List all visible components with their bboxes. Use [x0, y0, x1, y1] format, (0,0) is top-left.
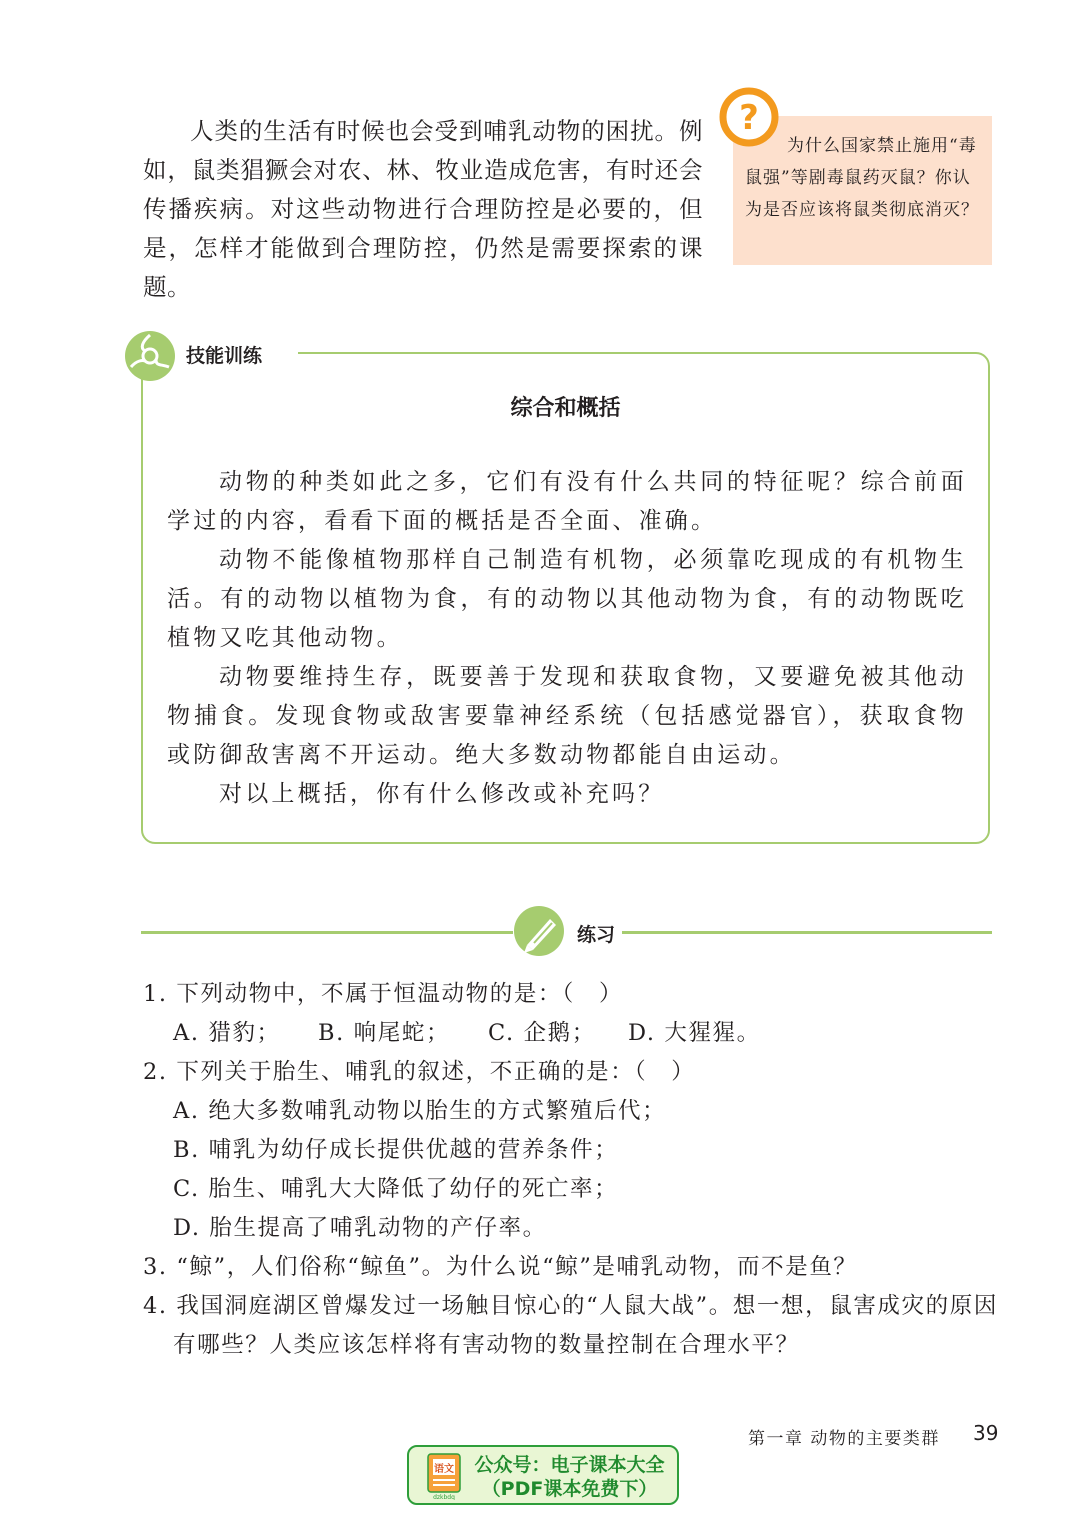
question-text: 为什么国家禁止施用“毒鼠强”等剧毒鼠药灭鼠？你认为是否应该将鼠类彻底消灭？	[745, 136, 979, 220]
skill-paragraph: 对以上概括，你有什么修改或补充吗？	[219, 781, 665, 807]
option: D. 大猩猩。	[628, 1020, 761, 1046]
exercise-question-3: 3. “鲸”，人们俗称“鲸鱼”。为什么说“鲸”是哺乳动物，而不是鱼？	[143, 1254, 858, 1280]
book-icon	[425, 1452, 463, 1500]
svg-text:?: ?	[739, 98, 759, 138]
pencil-icon	[512, 905, 568, 957]
option: A. 猎豹；	[173, 1020, 281, 1046]
option: C. 企鹅；	[488, 1020, 596, 1046]
option: B. 哺乳为幼仔成长提供优越的营养条件；	[173, 1137, 619, 1163]
exercise-divider-left	[141, 931, 513, 934]
page-number: 39	[973, 1421, 999, 1445]
svg-text:dzkbdq: dzkbdq	[433, 1494, 455, 1500]
option: D. 胎生提高了哺乳动物的产仔率。	[173, 1215, 547, 1241]
stamp-text-line2: （PDF课本免费下）	[481, 1478, 658, 1500]
exercise-question-4: 4. 我国洞庭湖区曾爆发过一场触目惊心的“人鼠大战”。想一想，鼠害成灾的原因有哪些？人类应该怎样将有害动物的数量控制在合理水平？	[143, 1293, 998, 1358]
exercise-question-1: 1. 下列动物中，不属于恒温动物的是：（ ）	[143, 981, 624, 1007]
skill-paragraph: 动物不能像植物那样自己制造有机物，必须靠吃现成的有机物生活。有的动物以植物为食，有的动物以其他动物为食，有的动物既吃植物又吃其他动物。	[167, 547, 967, 651]
intro-paragraph	[143, 112, 703, 307]
exercise-list	[143, 975, 1003, 1365]
intro-text: 人类的生活有时候也会受到哺乳动物的困扰。例如，鼠类猖獗会对农、林、牧业造成危害，有时还会传播疾病。对这些动物进行合理防控是必要的，但是，怎样才能做到合理防控，仍然是需要探索的课题。	[143, 117, 703, 301]
skill-body	[167, 463, 967, 814]
skill-paragraph: 动物要维持生存，既要善于发现和获取食物，又要避免被其他动物捕食。发现食物或敌害要靠神经系统（包括感觉器官），获取食物或防御敌害离不开运动。绝大多数动物都能自由运动。	[167, 664, 967, 768]
option: C. 胎生、哺乳大大降低了幼仔的死亡率；	[173, 1176, 619, 1202]
exercise-label: 练习	[577, 924, 616, 946]
skill-training-icon	[122, 330, 178, 382]
skill-training-label: 技能训练	[186, 345, 263, 367]
exercise-options-1	[143, 1014, 1003, 1053]
exercise-divider-right	[622, 931, 992, 934]
skill-paragraph: 动物的种类如此之多，它们有没有什么共同的特征呢？综合前面学过的内容，看看下面的概括是否全面、准确。	[167, 469, 967, 534]
svg-text:语文: 语文	[434, 1464, 454, 1475]
chapter-title: 第一章 动物的主要类群	[748, 1429, 940, 1449]
option: A. 绝大多数哺乳动物以胎生的方式繁殖后代；	[173, 1098, 667, 1124]
stamp-text-line1: 公众号：电子课本大全	[474, 1454, 665, 1476]
option: B. 响尾蛇；	[318, 1020, 451, 1046]
skill-title: 综合和概括	[510, 396, 621, 421]
exercise-question-2: 2. 下列关于胎生、哺乳的叙述，不正确的是：（ ）	[143, 1059, 696, 1085]
